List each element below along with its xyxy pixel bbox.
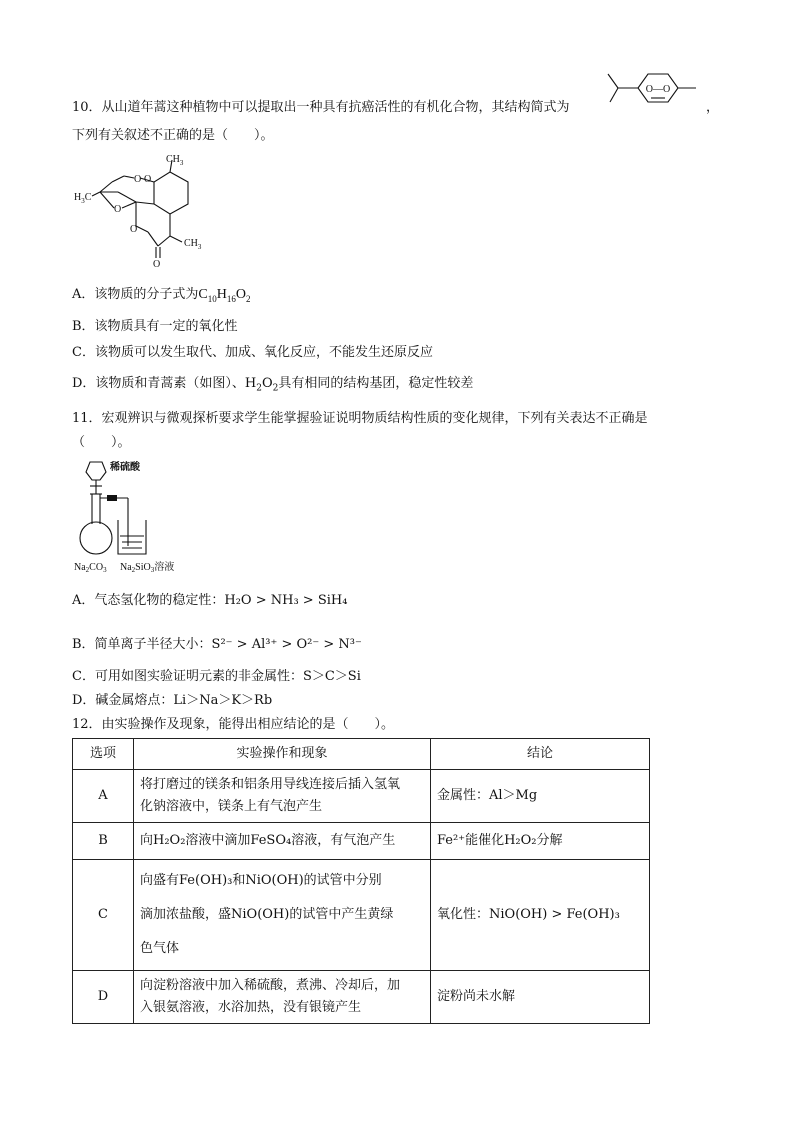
- q12-row-b-conclusion: Fe²⁺能催化H₂O₂分解: [431, 823, 650, 860]
- q12-header-row: [73, 739, 650, 770]
- table-row: [73, 823, 650, 860]
- q12-row-a-label: A: [73, 770, 134, 823]
- q10-stem-line2: 下列有关叙述不正确的是（ ）。: [72, 128, 274, 143]
- table-row: [73, 971, 650, 1024]
- q11-option-a: A．气态氢化物的稳定性：H₂O > NH₃ > SiH₄: [72, 593, 348, 608]
- q10-option-c: C．该物质可以发生取代、加成、氧化反应，不能发生还原反应: [72, 345, 433, 360]
- q10-artemisinin-figure: [74, 150, 214, 270]
- q10-art-h3c-left: $H_3C$: [74, 192, 92, 205]
- q11-acid-label: 稀硫酸: [110, 462, 140, 473]
- q12-header-operation: 实验操作和现象: [134, 739, 431, 770]
- q12-row-c-label: C: [73, 860, 134, 971]
- q12-row-d-label: D: [73, 971, 134, 1024]
- q12-row-d-conclusion: 淀粉尚未水解: [431, 971, 650, 1024]
- q12-row-c-conclusion: 氧化性：NiO(OH) > Fe(OH)₃: [431, 860, 650, 971]
- q12-row-a-operation: 将打磨过的镁条和铝条用导线连接后插入氢氧 化钠溶液中，镁条上有气泡产生: [134, 770, 431, 823]
- q10-art-ch3-top: $CH_3$: [166, 154, 184, 167]
- q12-row-b-operation: 向H₂O₂溶液中滴加FeSO₄溶液，有气泡产生: [134, 823, 431, 860]
- q12-row-b-label: B: [73, 823, 134, 860]
- q11-stem-line2: （ ）。: [72, 435, 131, 450]
- q10-option-d: D．该物质和青蒿素（如图）、$H_2O_2$具有相同的结构基团，稳定性较差: [72, 376, 474, 394]
- q10-oo-bridge-label: O—O: [645, 84, 671, 95]
- q10-art-o5: O: [153, 259, 161, 270]
- q11-option-d: D．碱金属熔点：Li＞Na＞K＞Rb: [72, 693, 273, 708]
- q10-art-o4: O: [130, 224, 138, 235]
- q11-stem-line1: 11．宏观辨识与微观探析要求学生能掌握验证说明物质结构性质的变化规律，下列有关表达不正确是: [72, 411, 648, 426]
- q12-stem: 12．由实验操作及现象，能得出相应结论的是（ ）。: [72, 717, 395, 732]
- q10-art-o3: O: [114, 204, 122, 215]
- table-row: [73, 770, 650, 823]
- q10-small-structure-figure: [604, 70, 704, 110]
- q12-header-option: 选项: [73, 739, 134, 770]
- q12-table: [72, 738, 650, 1024]
- q10-art-ch3-right: $CH_3$: [184, 238, 202, 251]
- q10-stem-line1-comma: ，: [706, 100, 720, 115]
- q10-art-o1: O: [134, 174, 142, 185]
- q10-option-b: B．该物质具有一定的氧化性: [72, 319, 238, 334]
- q12-row-c-operation: 向盛有Fe(OH)₃和NiO(OH)的试管中分别 滴加浓盐酸，盛NiO(OH)的试管中产生黄绿 色气体: [134, 860, 431, 971]
- q11-beaker-label: $Na_2SiO_3$溶液: [120, 562, 175, 574]
- q12-header-conclusion: 结论: [431, 739, 650, 770]
- q12-row-a-conclusion: 金属性：Al＞Mg: [431, 770, 650, 823]
- q11-apparatus-figure: [74, 458, 194, 578]
- q10-option-a: A．该物质的分子式为$C_{10}H_{16}O_2$: [72, 287, 251, 304]
- q11-flask-label: $Na_2CO_3$: [74, 562, 107, 574]
- q12-row-d-operation: 向淀粉溶液中加入稀硫酸，煮沸、冷却后，加 入银氨溶液，水浴加热，没有银镜产生: [134, 971, 431, 1024]
- q10-art-o2: O: [144, 174, 152, 185]
- q11-option-b: B．简单离子半径大小：S²⁻ > Al³⁺ > O²⁻ > N³⁻: [72, 637, 362, 652]
- table-row: [73, 860, 650, 971]
- q11-option-c: C．可用如图实验证明元素的非金属性：S＞C＞Si: [72, 669, 361, 684]
- q10-stem-line1: 10．从山道年蒿这种植物中可以提取出一种具有抗癌活性的有机化合物，其结构简式为: [72, 100, 570, 115]
